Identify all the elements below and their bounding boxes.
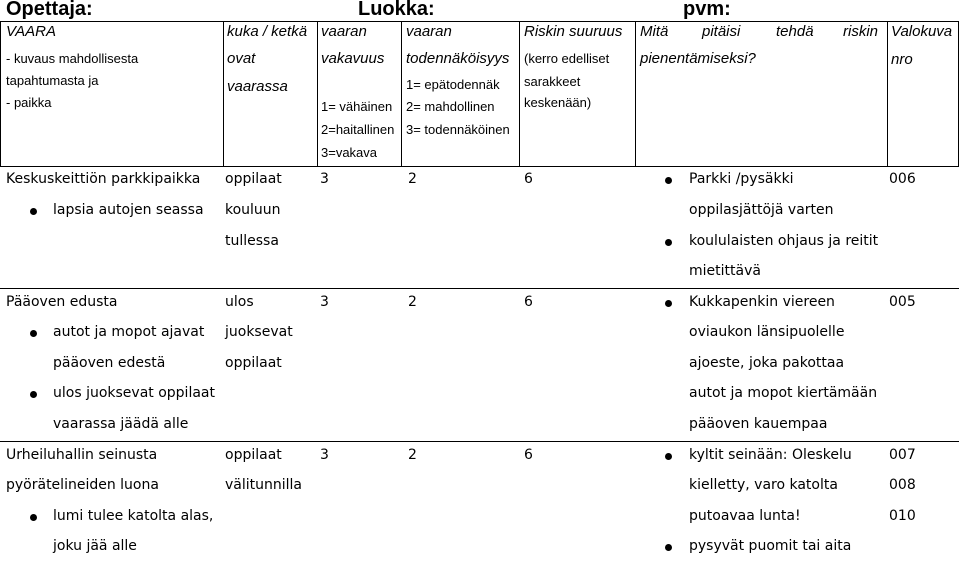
header-severity-line: vakavuus	[321, 50, 385, 67]
header-col-hazard	[0, 21, 223, 166]
row-measure: oviaukon länsipuolelle	[689, 324, 845, 340]
header-measures-word: tehdä	[776, 23, 814, 40]
header-photo-line: nro	[891, 51, 913, 68]
bullet-icon	[665, 239, 672, 246]
row-photo-number: 010	[889, 508, 916, 524]
row-hazard-place: pyörätelineiden luona	[6, 477, 159, 493]
bullet-icon	[665, 544, 672, 551]
bullet-icon	[30, 208, 37, 215]
header-photo-title: Valokuva	[891, 23, 953, 40]
row-divider	[0, 288, 959, 289]
row-hazard-desc: ulos juoksevat oppilaat	[53, 385, 215, 401]
row-hazard-place: Pääoven edusta	[6, 294, 118, 310]
header-hazard-line: tapahtumasta ja	[6, 73, 99, 88]
row-hazard-desc: lapsia autojen seassa	[53, 202, 204, 218]
header-who-title: kuka / ketkä	[227, 23, 308, 40]
row-who: kouluun	[225, 202, 281, 218]
row-hazard-place: Keskuskeittiön parkkipaikka	[6, 171, 201, 187]
row-risk: 6	[524, 447, 533, 463]
row-measure: mietittävä	[689, 263, 761, 279]
row-probability: 2	[408, 447, 417, 463]
header-severity-scale: 3=vakava	[321, 145, 378, 160]
header-hazard-title: VAARA	[6, 23, 57, 40]
row-measure: pysyvät puomit tai aita	[689, 538, 852, 554]
row-risk: 6	[524, 171, 533, 187]
bullet-icon	[665, 177, 672, 184]
bullet-icon	[665, 453, 672, 460]
row-measure: putoavaa lunta!	[689, 508, 801, 524]
header-who-line: vaarassa	[227, 78, 288, 95]
row-hazard-desc: autot ja mopot ajavat	[53, 324, 205, 340]
row-measure: autot ja mopot kiertämään	[689, 385, 878, 401]
header-probability-line: todennäköisyys	[406, 50, 510, 67]
row-severity: 3	[320, 171, 329, 187]
row-who: ulos	[225, 294, 254, 310]
row-measure: oppilasjättöjä varten	[689, 202, 834, 218]
row-who: oppilaat	[225, 447, 282, 463]
header-probability-scale: 2= mahdollinen	[406, 99, 495, 114]
header-hazard-line: - paikka	[6, 95, 52, 110]
bullet-icon	[30, 514, 37, 521]
header-probability-scale: 3= todennäköinen	[406, 122, 510, 137]
row-hazard-desc: pääoven edestä	[53, 355, 166, 371]
header-measures-word: Mitä	[640, 23, 669, 40]
header-measures-word: pitäisi	[702, 23, 741, 40]
header-risk-title: Riskin suuruus	[524, 23, 623, 40]
header-col-risk	[519, 21, 635, 166]
date-label: pvm:	[683, 0, 731, 20]
row-hazard-desc: vaarassa jäädä alle	[53, 416, 189, 432]
row-measure: koululaisten ohjaus ja reitit	[689, 233, 879, 249]
row-measure: Kukkapenkin viereen	[689, 294, 835, 310]
bullet-icon	[30, 391, 37, 398]
row-measure: kielletty, varo katolta	[689, 477, 838, 493]
row-probability: 2	[408, 294, 417, 310]
row-severity: 3	[320, 447, 329, 463]
row-measure: kyltit seinään: Oleskelu	[689, 447, 852, 463]
header-bottom-rule	[0, 166, 959, 167]
row-hazard-desc: joku jää alle	[53, 538, 137, 554]
row-divider	[0, 441, 959, 442]
header-measures-word: riskin	[843, 23, 879, 40]
teacher-label: Opettaja:	[6, 0, 93, 20]
header-severity-title: vaaran	[321, 23, 367, 40]
header-measures-line: pienentämiseksi?	[640, 50, 756, 67]
header-col-measures	[635, 21, 887, 166]
header-risk-line: (kerro edelliset	[524, 51, 610, 66]
table-header	[0, 21, 959, 166]
row-hazard-place: Urheiluhallin seinusta	[6, 447, 158, 463]
form-title-row	[0, 0, 959, 21]
row-photo-number: 007	[889, 447, 916, 463]
row-who: välitunnilla	[225, 477, 302, 493]
row-measure: ajoeste, joka pakottaa	[689, 355, 845, 371]
row-who: tullessa	[225, 233, 279, 249]
row-risk: 6	[524, 294, 533, 310]
header-col-photo	[887, 21, 959, 166]
header-col-probability	[401, 21, 519, 166]
header-severity-scale: 2=haitallinen	[321, 122, 395, 137]
row-photo-number: 005	[889, 294, 916, 310]
row-measure: pääoven kauempaa	[689, 416, 828, 432]
header-risk-line: sarakkeet	[524, 74, 581, 89]
header-hazard-line: - kuvaus mahdollisesta	[6, 51, 139, 66]
row-hazard-desc: lumi tulee katolta alas,	[53, 508, 214, 524]
header-severity-scale: 1= vähäinen	[321, 99, 393, 114]
row-probability: 2	[408, 171, 417, 187]
header-probability-title: vaaran	[406, 23, 452, 40]
header-probability-scale: 1= epätodennäk	[406, 77, 500, 92]
row-photo-number: 006	[889, 171, 916, 187]
row-severity: 3	[320, 294, 329, 310]
bullet-icon	[30, 330, 37, 337]
row-measure: Parkki /pysäkki	[689, 171, 794, 187]
bullet-icon	[665, 300, 672, 307]
header-risk-line: keskenään)	[524, 95, 592, 110]
row-who: juoksevat	[225, 324, 293, 340]
row-photo-number: 008	[889, 477, 916, 493]
header-who-line: ovat	[227, 50, 256, 67]
row-who: oppilaat	[225, 171, 282, 187]
row-who: oppilaat	[225, 355, 282, 371]
class-label: Luokka:	[358, 0, 435, 20]
